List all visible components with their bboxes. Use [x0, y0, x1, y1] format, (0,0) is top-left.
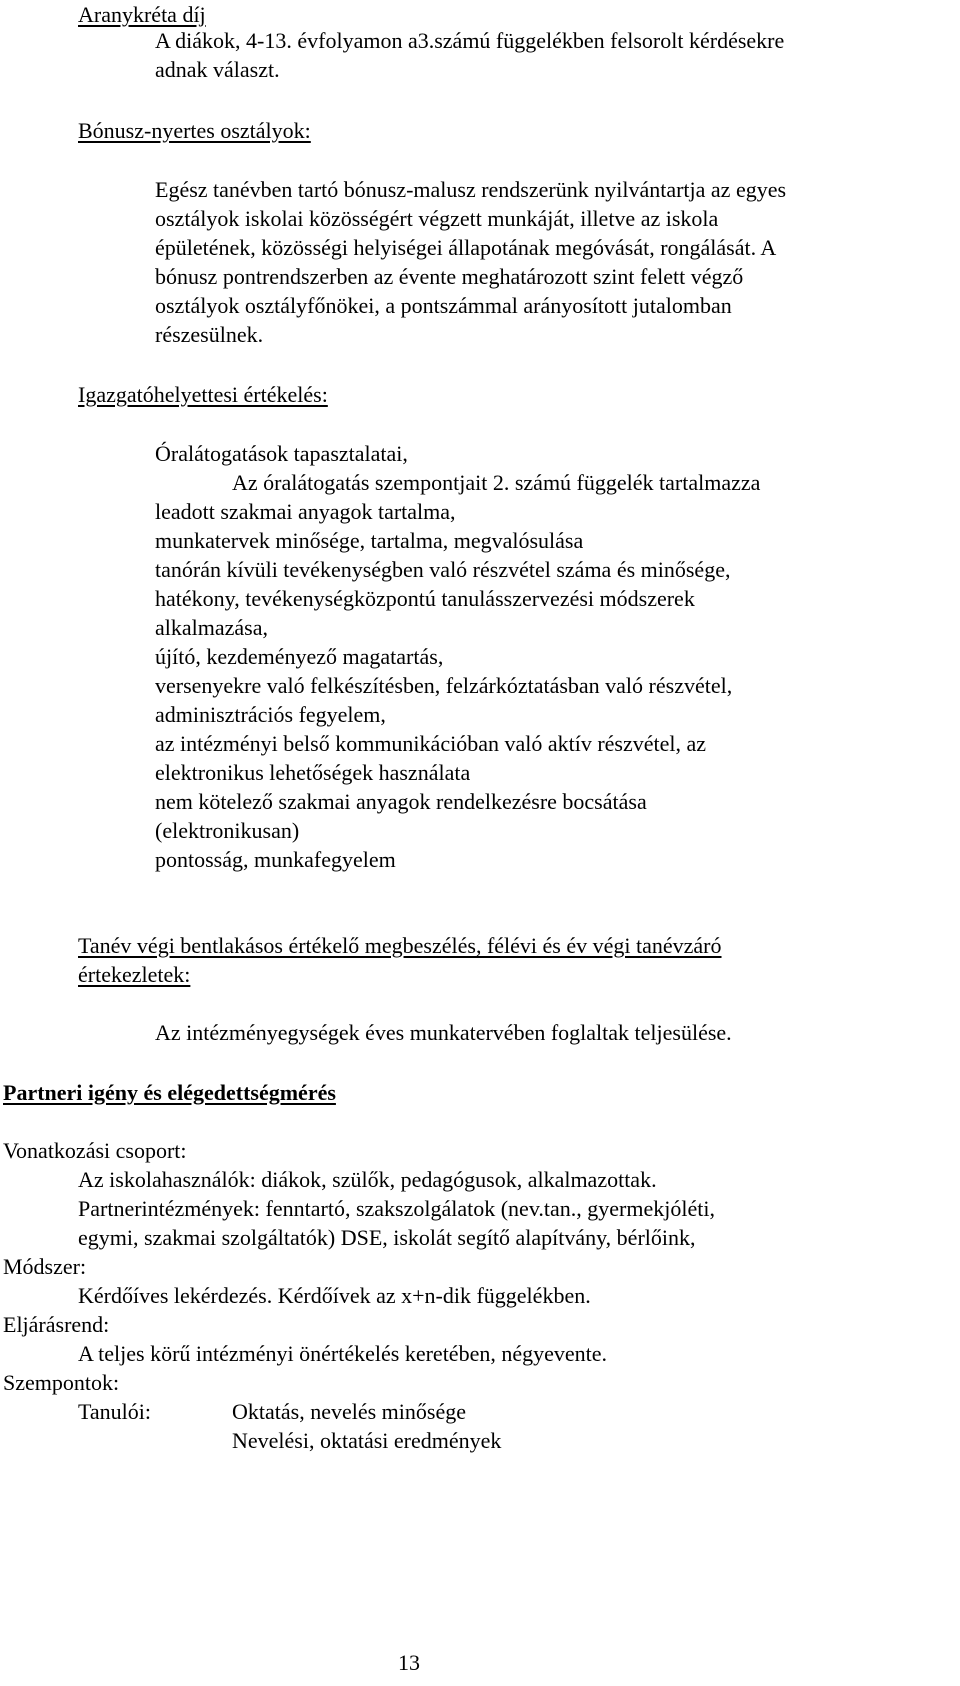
vonatkozasi-line: Az iskolahasználók: diákok, szülők, pedagógusok, alkalmazottak.	[78, 1167, 657, 1192]
igazgato-item: pontosság, munkafegyelem	[155, 847, 396, 872]
igazgato-heading: Igazgatóhelyettesi értékelés:	[78, 382, 328, 407]
page-number: 13	[398, 1650, 420, 1675]
igazgato-sub-item: Az óralátogatás szempontjait 2. számú függelék tartalmazza	[232, 470, 761, 495]
igazgato-item: nem kötelező szakmai anyagok rendelkezésre bocsátása	[155, 789, 647, 814]
bonusz-text-line: részesülnek.	[155, 322, 264, 347]
bonusz-heading: Bónusz-nyertes osztályok:	[78, 118, 311, 143]
bonusz-text-line: Egész tanévben tartó bónusz-malusz rendszerünk nyilvántartja az egyes	[155, 177, 787, 202]
vonatkozasi-line: egymi, szakmai szolgáltatók) DSE, iskolát segítő alapítvány, bérlőink,	[78, 1225, 696, 1250]
igazgato-item: elektronikus lehetőségek használata	[155, 760, 471, 785]
igazgato-first-item: Óralátogatások tapasztalatai,	[155, 441, 408, 466]
partneri-heading: Partneri igény és elégedettségmérés	[3, 1080, 336, 1105]
modszer-text: Kérdőíves lekérdezés. Kérdőívek az x+n-dik függelékben.	[78, 1283, 591, 1308]
eljaras-text: A teljes körű intézményi önértékelés keretében, négyevente.	[78, 1341, 608, 1366]
igazgato-item: tanórán kívüli tevékenységben való részvétel száma és minősége,	[155, 557, 731, 582]
szempontok-label: Szempontok:	[3, 1370, 120, 1395]
bonusz-text-line: bónusz pontrendszerben az évente meghatározott szint felett végző	[155, 264, 744, 289]
igazgato-item: adminisztrációs fegyelem,	[155, 702, 386, 727]
igazgato-item: újító, kezdeményező magatartás,	[155, 644, 444, 669]
aranykreta-heading: Aranykréta díj	[78, 2, 206, 27]
tanuloi-label: Tanulói:	[78, 1399, 152, 1424]
bonusz-text-line: osztályok osztályfőnökei, a pontszámmal arányosított jutalomban	[155, 293, 732, 318]
modszer-label: Módszer:	[3, 1254, 87, 1279]
igazgato-item: az intézményi belső kommunikációban való aktív részvétel, az	[155, 731, 707, 756]
tanev-body: Az intézményegységek éves munkatervében foglaltak teljesülése.	[155, 1020, 732, 1045]
aranykreta-text-line: adnak választ.	[155, 57, 280, 82]
bonusz-text-line: épületének, közösségi helyiségei állapotának megóvását, rongálását. A	[155, 235, 777, 260]
eljaras-label: Eljárásrend:	[3, 1312, 110, 1337]
igazgato-item: versenyekre való felkészítésben, felzárkóztatásban való részvétel,	[155, 673, 733, 698]
igazgato-item: hatékony, tevékenységközpontú tanulásszervezési módszerek	[155, 586, 695, 611]
bonusz-text-line: osztályok iskolai közösségért végzett munkáját, illetve az iskola	[155, 206, 719, 231]
igazgato-item: alkalmazása,	[155, 615, 268, 640]
tanuloi-item: Oktatás, nevelés minősége	[232, 1399, 466, 1424]
vonatkozasi-line: Partnerintézmények: fenntartó, szakszolgálatok (nev.tan., gyermekjóléti,	[78, 1196, 715, 1221]
tanuloi-item: Nevelési, oktatási eredmények	[232, 1428, 502, 1453]
tanev-heading-line: értekezletek:	[78, 962, 191, 987]
aranykreta-text-line: A diákok, 4-13. évfolyamon a3.számú függelékben felsorolt kérdésekre	[155, 28, 785, 53]
igazgato-item: munkatervek minősége, tartalma, megvalósulása	[155, 528, 584, 553]
igazgato-item: (elektronikusan)	[155, 818, 300, 843]
tanev-heading-line: Tanév végi bentlakásos értékelő megbeszélés, félévi és év végi tanévzáró	[78, 933, 722, 958]
vonatkozasi-label: Vonatkozási csoport:	[3, 1138, 187, 1163]
igazgato-item: leadott szakmai anyagok tartalma,	[155, 499, 456, 524]
